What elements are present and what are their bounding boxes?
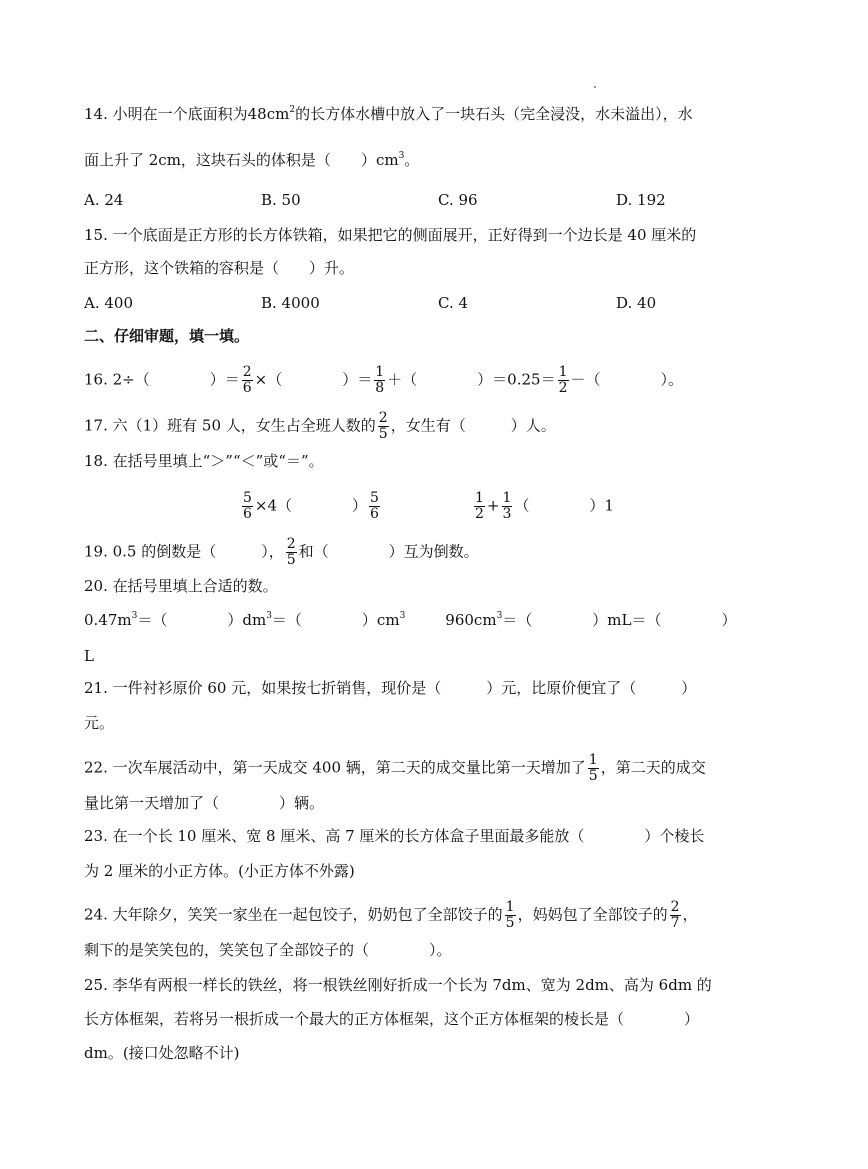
q14-text-c: 面上升了 2cm，这块石头的体积是（ ）cm [84, 151, 399, 169]
q25-line3: dm。(接口处忽略不计) [84, 1044, 240, 1062]
q15-option-b: B. 4000 [261, 294, 320, 312]
q23-line2: 为 2 厘米的小正方体。(小正方体不外露) [84, 862, 355, 880]
fraction-denominator: 6 [370, 506, 379, 522]
q14-line1 [84, 104, 693, 124]
q20-part3: ＝（ ）cm [271, 611, 400, 629]
q16-part4: －（ ）。 [570, 370, 684, 389]
q16-line [84, 365, 683, 396]
q22-line2: 量比第一天增加了（ ）辆。 [84, 794, 325, 812]
fraction-numerator: 1 [475, 490, 484, 506]
fraction-numerator: 1 [588, 752, 598, 768]
unit-exponent: 3 [266, 611, 272, 621]
q18-b-plus: + [486, 496, 500, 515]
q17-fraction [378, 411, 389, 442]
fraction-numerator: 1 [558, 364, 568, 380]
q22-line1 [84, 753, 706, 784]
fraction-denominator: 5 [505, 915, 515, 931]
q15-line2: 正方形，这个铁箱的容积是（ ）升。 [84, 259, 355, 277]
q25-line2: 长方体框架，若将另一根折成一个最大的正方体框架，这个正方体框架的棱长是（ ） [84, 1010, 700, 1028]
q15-option-a: A. 400 [84, 294, 133, 312]
fraction-denominator: 5 [378, 426, 388, 442]
q14-line2 [84, 150, 419, 170]
fraction-denominator: 5 [588, 768, 598, 784]
q17-part2: ，女生有（ ）人。 [390, 416, 556, 435]
q19-line [84, 537, 479, 568]
q20-line2 [84, 610, 736, 630]
fraction-denominator: 7 [670, 915, 680, 931]
q18-a-fraction-2 [369, 491, 380, 522]
fraction-numerator: 2 [286, 536, 296, 552]
q15-line1: 15. 一个底面是正方形的长方体铁箱，如果把它的侧面展开，正好得到一个边长是 40 厘米的 [84, 226, 697, 244]
q23-line1: 23. 在一个长 10 厘米、宽 8 厘米、高 7 厘米的长方体盒子里面最多能放（ ）个棱长 [84, 827, 705, 845]
q20-part2: ＝（ ）dm [137, 611, 267, 629]
q18-b-fraction-1 [474, 491, 485, 522]
q14-option-a: A. 24 [84, 191, 124, 209]
q24-part1: 24. 大年除夕，笑笑一家坐在一起包饺子，奶奶包了全部饺子的 [84, 905, 503, 924]
q20-part4: 960cm [445, 611, 497, 629]
q24-part2: ，妈妈包了全部饺子的 [517, 905, 668, 924]
q15-option-d: D. 40 [616, 294, 657, 312]
q16-part1: 16. 2÷（ ）＝ [84, 370, 240, 389]
q17-part1: 17. 六（1）班有 50 人，女生占全班人数的 [84, 416, 376, 435]
fraction-denominator: 6 [243, 506, 252, 522]
fraction-numerator: 1 [375, 364, 385, 380]
fraction-numerator: 2 [242, 364, 252, 380]
q20-part5: ＝（ ）mL＝（ ） [502, 611, 737, 629]
q20-line3: L [84, 647, 94, 665]
q14-sup1: 2 [289, 105, 296, 115]
q18-line1: 18. 在括号里填上“＞”“＜”或“＝”。 [84, 452, 324, 470]
unit-exponent: 3 [399, 611, 406, 621]
fraction-numerator: 1 [502, 490, 512, 506]
q16-part2: ×（ ）＝ [254, 370, 373, 389]
fraction-denominator: 2 [475, 506, 484, 522]
q22-part1: 22. 一次车展活动中，第一天成交 400 辆，第二天的成交量比第一天增加了 [84, 758, 586, 777]
fraction-numerator: 5 [370, 490, 379, 506]
q14-text-a: 14. 小明在一个底面积为48cm [84, 105, 290, 123]
q16-part3: ＋（ ）＝0.25＝ [387, 370, 556, 389]
fraction-denominator: 2 [558, 380, 568, 396]
q24-part3: ， [682, 905, 698, 924]
fraction-numerator: 5 [243, 490, 252, 506]
fraction-denominator: 5 [286, 552, 296, 568]
q24-line1 [84, 900, 698, 931]
q19-fraction [286, 537, 297, 568]
q24-fraction-1 [505, 900, 516, 931]
q19-part2: 和（ ）互为倒数。 [298, 542, 479, 561]
q21-line1: 21. 一件衬衫原价 60 元，如果按七折销售，现价是（ ）元，比原价便宜了（ ） [84, 679, 697, 697]
fraction-denominator: 8 [375, 380, 385, 396]
q14-text-b: 的长方体水槽中放入了一块石头（完全浸没，水未溢出），水 [295, 105, 693, 123]
page-dot [594, 86, 596, 88]
q20-line1: 20. 在括号里填上合适的数。 [84, 577, 278, 595]
q18-item-b [472, 491, 614, 522]
q18-a-mid: ×4（ ） [254, 496, 368, 515]
unit-exponent: 3 [131, 611, 138, 621]
q18-item-a [240, 491, 382, 522]
q22-fraction [588, 753, 599, 784]
q14-text-d: 。 [404, 151, 420, 169]
q22-part2: ，第二天的成交 [600, 758, 706, 777]
q24-line2: 剩下的是笑笑包的，笑笑包了全部饺子的（ ）。 [84, 941, 452, 959]
fraction-numerator: 2 [378, 410, 388, 426]
section-heading: 二、仔细审题，填一填。 [84, 327, 250, 345]
q15-option-c: C. 4 [438, 294, 469, 312]
q14-option-d: D. 192 [616, 191, 666, 209]
q16-fraction-1 [242, 365, 253, 396]
q14-option-b: B. 50 [261, 191, 301, 209]
q14-option-c: C. 96 [438, 191, 478, 209]
fraction-denominator: 3 [502, 506, 512, 522]
q25-line1: 25. 李华有两根一样长的铁丝，将一根铁丝刚好折成一个长为 7dm、宽为 2dm、高为 6dm 的 [84, 976, 712, 994]
fraction-numerator: 2 [670, 899, 680, 915]
fraction-numerator: 1 [505, 899, 515, 915]
q14-sup2: 3 [398, 151, 405, 161]
q18-b-rest: （ ）1 [514, 496, 614, 515]
q16-fraction-2 [374, 365, 385, 396]
q18-b-fraction-2 [502, 491, 513, 522]
q24-fraction-2 [670, 900, 681, 931]
q16-fraction-3 [558, 365, 569, 396]
q18-a-fraction-1 [242, 491, 253, 522]
q21-line2: 元。 [84, 714, 115, 732]
fraction-denominator: 6 [242, 380, 252, 396]
q17-line [84, 411, 556, 442]
q19-part1: 19. 0.5 的倒数是（ ）， [84, 542, 284, 561]
q20-part1: 0.47m [84, 611, 132, 629]
unit-exponent: 3 [496, 611, 503, 621]
